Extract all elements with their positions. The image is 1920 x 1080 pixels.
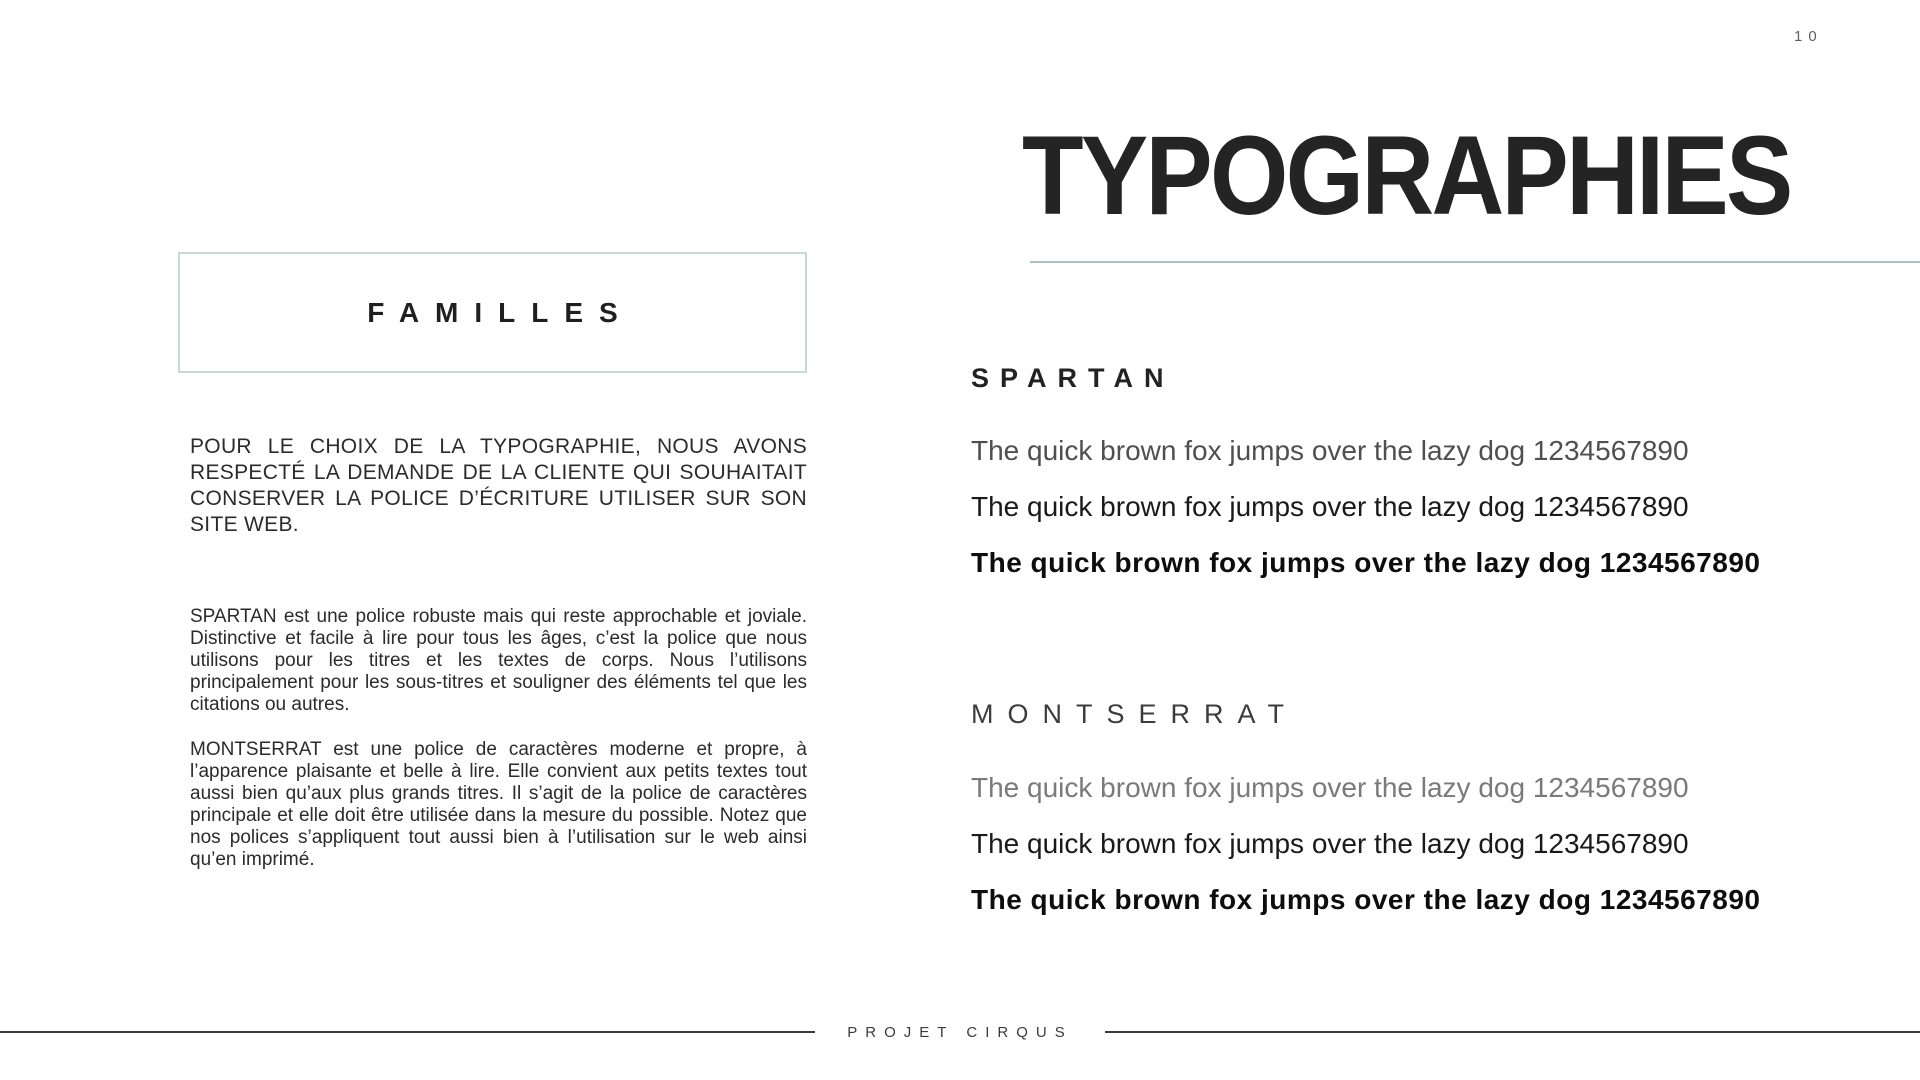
montserrat-description-paragraph: MONTSERRAT est une police de caractères moderne et propre, à l’apparence plaisante et belle à lire. Elle convient aux petits textes tout aussi bien qu’aux plus grands titres. Il s’agit de la police de caractères principale et elle doit être utilisée dans la mesure du possible. Notez que nos polices s’appliquent tout aussi bien à l’utilisation sur le web ainsi qu’en imprimé. [190, 739, 807, 870]
familles-label: FAMILLES [367, 296, 634, 328]
footer-project-label: PROJET CIRQUS [847, 1023, 1073, 1041]
spartan-description-paragraph: SPARTAN est une police robuste mais qui reste approchable et joviale. Distinctive et facile à lire pour tous les âges, c’est la police que nous utilisons pour les titres et les textes de corps. Nous l’utilisons principalement pour les sous-titres et souligner des éléments tel que les citations ou autres. [190, 606, 807, 715]
footer-rule-left [0, 1031, 815, 1033]
montserrat-sample-regular: The quick brown fox jumps over the lazy dog 1234567890 [971, 828, 1689, 859]
page-number: 10 [1794, 28, 1823, 45]
montserrat-section-heading: MONTSERRAT [971, 699, 1298, 729]
familles-box [178, 252, 807, 373]
footer-rule-right [1105, 1031, 1920, 1033]
montserrat-sample-bold: The quick brown fox jumps over the lazy dog 1234567890 [971, 884, 1761, 915]
footer [0, 1025, 1920, 1039]
spartan-sample-regular: The quick brown fox jumps over the lazy dog 1234567890 [971, 491, 1689, 522]
montserrat-sample-light: The quick brown fox jumps over the lazy dog 1234567890 [971, 772, 1689, 803]
title-underline [1030, 261, 1920, 263]
spartan-sample-bold: The quick brown fox jumps over the lazy dog 1234567890 [971, 547, 1761, 578]
spartan-section-heading: SPARTAN [971, 363, 1175, 393]
spartan-sample-light: The quick brown fox jumps over the lazy dog 1234567890 [971, 435, 1689, 466]
intro-paragraph: POUR LE CHOIX DE LA TYPOGRAPHIE, NOUS AVONS RESPECTÉ LA DEMANDE DE LA CLIENTE QUI SOUHAITAIT CONSERVER LA POLICE D’ÉCRITURE UTILISER SUR SON SITE WEB. [190, 435, 807, 536]
page-title: TYPOGRAPHIES [1022, 113, 1791, 238]
